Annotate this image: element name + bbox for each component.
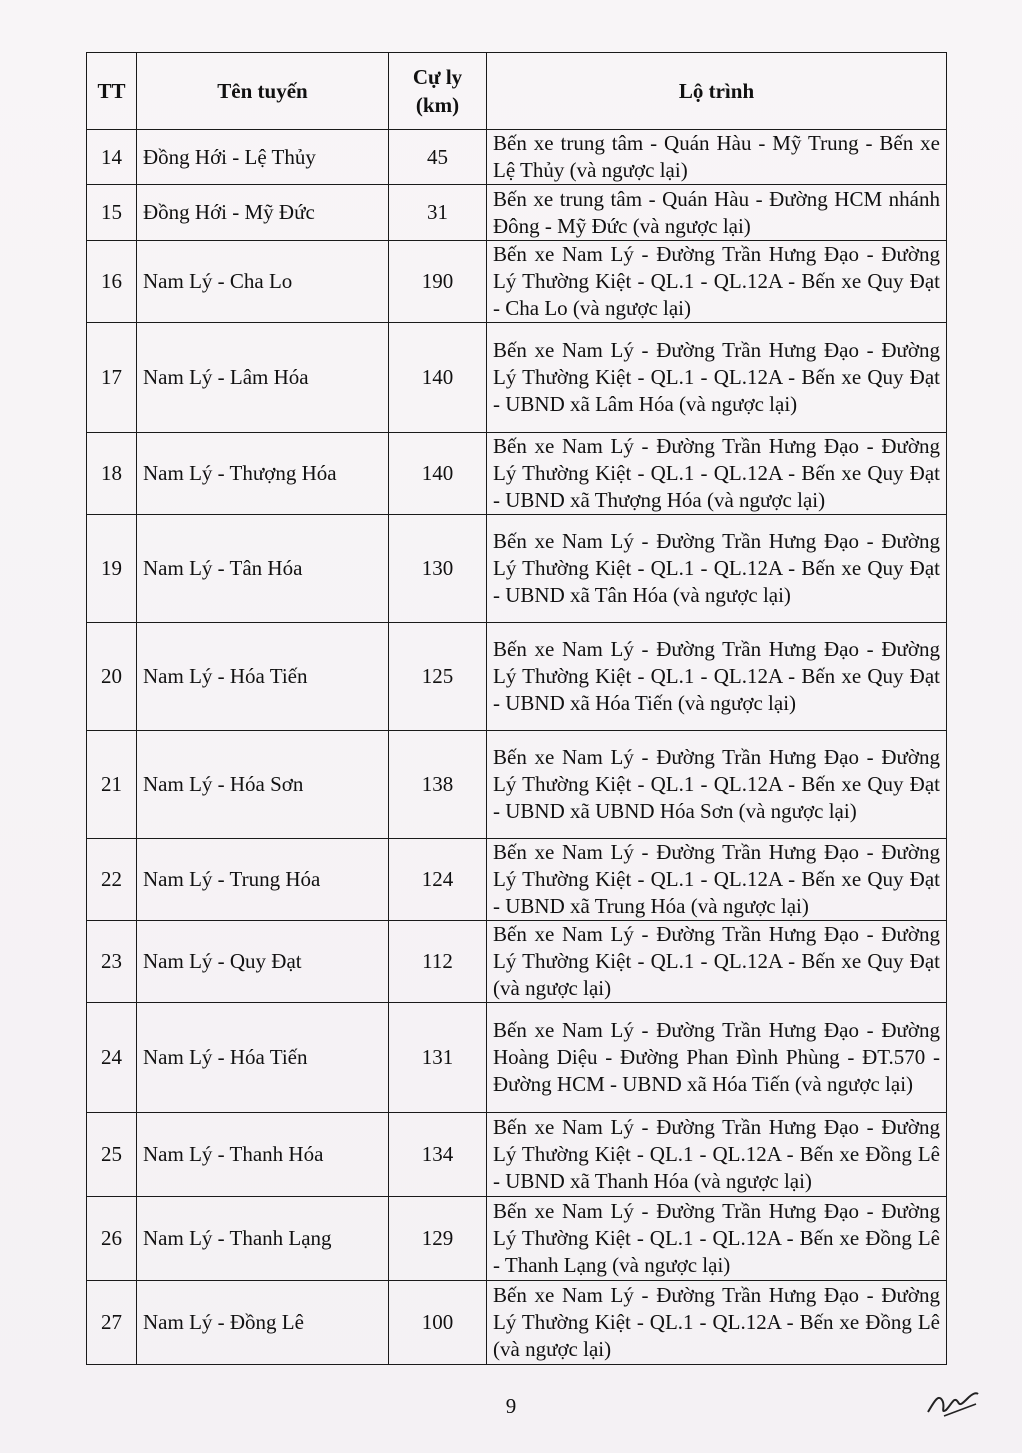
table-row bbox=[87, 1197, 947, 1281]
row-distance: 130 bbox=[389, 515, 487, 623]
table-header-row bbox=[87, 53, 947, 130]
row-route-path: Bến xe Nam Lý - Đường Trần Hưng Đạo - Đường Lý Thường Kiệt - QL.1 - QL.12A - Bến xe Quy Đạt - UBND xã Trung Hóa (và ngược lại) bbox=[487, 839, 947, 921]
row-route-name: Nam Lý - Thanh Lạng bbox=[137, 1197, 389, 1281]
row-distance: 100 bbox=[389, 1281, 487, 1365]
row-route-path: Bến xe Nam Lý - Đường Trần Hưng Đạo - Đường Lý Thường Kiệt - QL.1 - QL.12A - Bến xe Quy Đạt - Cha Lo (và ngược lại) bbox=[487, 241, 947, 323]
row-distance: 134 bbox=[389, 1113, 487, 1197]
row-route-path: Bến xe Nam Lý - Đường Trần Hưng Đạo - Đường Lý Thường Kiệt - QL.1 - QL.12A - Bến xe Quy Đạt - UBND xã Lâm Hóa (và ngược lại) bbox=[487, 323, 947, 433]
row-route-name: Nam Lý - Quy Đạt bbox=[137, 921, 389, 1003]
row-tt: 18 bbox=[87, 433, 137, 515]
row-route-path: Bến xe Nam Lý - Đường Trần Hưng Đạo - Đường Lý Thường Kiệt - QL.1 - QL.12A - Bến xe Quy Đạt - UBND xã Hóa Tiến (và ngược lại) bbox=[487, 623, 947, 731]
row-route-name: Đồng Hới - Lệ Thủy bbox=[137, 130, 389, 185]
header-route-path: Lộ trình bbox=[487, 53, 947, 130]
row-distance: 124 bbox=[389, 839, 487, 921]
row-route-name: Nam Lý - Hóa Sơn bbox=[137, 731, 389, 839]
row-route-path: Bến xe Nam Lý - Đường Trần Hưng Đạo - Đường Lý Thường Kiệt - QL.1 - QL.12A - Bến xe Đồng Lê - Thanh Lạng (và ngược lại) bbox=[487, 1197, 947, 1281]
row-distance: 138 bbox=[389, 731, 487, 839]
row-distance: 190 bbox=[389, 241, 487, 323]
routes-table bbox=[86, 52, 947, 1365]
row-route-name: Nam Lý - Trung Hóa bbox=[137, 839, 389, 921]
table-row bbox=[87, 323, 947, 433]
row-distance: 131 bbox=[389, 1003, 487, 1113]
row-route-name: Nam Lý - Cha Lo bbox=[137, 241, 389, 323]
row-route-name: Nam Lý - Hóa Tiến bbox=[137, 623, 389, 731]
row-tt: 21 bbox=[87, 731, 137, 839]
row-tt: 27 bbox=[87, 1281, 137, 1365]
row-route-path: Bến xe Nam Lý - Đường Trần Hưng Đạo - Đường Lý Thường Kiệt - QL.1 - QL.12A - Bến xe Đồng Lê (và ngược lại) bbox=[487, 1281, 947, 1365]
table-row bbox=[87, 921, 947, 1003]
header-route-name: Tên tuyến bbox=[137, 53, 389, 130]
table-row bbox=[87, 731, 947, 839]
row-route-name: Nam Lý - Tân Hóa bbox=[137, 515, 389, 623]
table-row bbox=[87, 1003, 947, 1113]
row-route-path: Bến xe Nam Lý - Đường Trần Hưng Đạo - Đường Lý Thường Kiệt - QL.1 - QL.12A - Bến xe Đồng Lê - UBND xã Thanh Hóa (và ngược lại) bbox=[487, 1113, 947, 1197]
row-tt: 14 bbox=[87, 130, 137, 185]
table-row bbox=[87, 185, 947, 241]
table-row bbox=[87, 839, 947, 921]
row-route-name: Nam Lý - Thượng Hóa bbox=[137, 433, 389, 515]
row-route-path: Bến xe trung tâm - Quán Hàu - Mỹ Trung - Bến xe Lệ Thủy (và ngược lại) bbox=[487, 130, 947, 185]
row-route-path: Bến xe Nam Lý - Đường Trần Hưng Đạo - Đường Lý Thường Kiệt - QL.1 - QL.12A - Bến xe Quy Đạt - UBND xã Tân Hóa (và ngược lại) bbox=[487, 515, 947, 623]
table-row bbox=[87, 241, 947, 323]
row-tt: 23 bbox=[87, 921, 137, 1003]
row-tt: 15 bbox=[87, 185, 137, 241]
row-tt: 25 bbox=[87, 1113, 137, 1197]
row-tt: 19 bbox=[87, 515, 137, 623]
row-tt: 17 bbox=[87, 323, 137, 433]
row-route-name: Nam Lý - Đồng Lê bbox=[137, 1281, 389, 1365]
row-route-path: Bến xe Nam Lý - Đường Trần Hưng Đạo - Đường Lý Thường Kiệt - QL.1 - QL.12A - Bến xe Quy Đạt - UBND xã UBND Hóa Sơn (và ngược lại) bbox=[487, 731, 947, 839]
signature-mark bbox=[924, 1382, 980, 1422]
table-row bbox=[87, 1113, 947, 1197]
row-tt: 26 bbox=[87, 1197, 137, 1281]
row-route-path: Bến xe Nam Lý - Đường Trần Hưng Đạo - Đường Lý Thường Kiệt - QL.1 - QL.12A - Bến xe Quy Đạt (và ngược lại) bbox=[487, 921, 947, 1003]
row-distance: 31 bbox=[389, 185, 487, 241]
row-tt: 16 bbox=[87, 241, 137, 323]
row-route-name: Nam Lý - Thanh Hóa bbox=[137, 1113, 389, 1197]
row-route-name: Nam Lý - Lâm Hóa bbox=[137, 323, 389, 433]
row-distance: 129 bbox=[389, 1197, 487, 1281]
table-row bbox=[87, 623, 947, 731]
row-route-name: Đồng Hới - Mỹ Đức bbox=[137, 185, 389, 241]
row-tt: 24 bbox=[87, 1003, 137, 1113]
page-number: 9 bbox=[505, 1394, 517, 1418]
table-row bbox=[87, 1281, 947, 1365]
row-tt: 20 bbox=[87, 623, 137, 731]
table-row bbox=[87, 130, 947, 185]
row-route-path: Bến xe trung tâm - Quán Hàu - Đường HCM nhánh Đông - Mỹ Đức (và ngược lại) bbox=[487, 185, 947, 241]
row-route-name: Nam Lý - Hóa Tiến bbox=[137, 1003, 389, 1113]
row-route-path: Bến xe Nam Lý - Đường Trần Hưng Đạo - Đường Hoàng Diệu - Đường Phan Đình Phùng - ĐT.570 - Đường HCM - UBND xã Hóa Tiến (và ngược lại) bbox=[487, 1003, 947, 1113]
row-route-path: Bến xe Nam Lý - Đường Trần Hưng Đạo - Đường Lý Thường Kiệt - QL.1 - QL.12A - Bến xe Quy Đạt - UBND xã Thượng Hóa (và ngược lại) bbox=[487, 433, 947, 515]
row-tt: 22 bbox=[87, 839, 137, 921]
row-distance: 125 bbox=[389, 623, 487, 731]
row-distance: 112 bbox=[389, 921, 487, 1003]
table-row bbox=[87, 433, 947, 515]
header-tt: TT bbox=[87, 53, 137, 130]
row-distance: 140 bbox=[389, 323, 487, 433]
row-distance: 140 bbox=[389, 433, 487, 515]
table-row bbox=[87, 515, 947, 623]
header-distance: Cự ly (km) bbox=[389, 53, 487, 130]
row-distance: 45 bbox=[389, 130, 487, 185]
